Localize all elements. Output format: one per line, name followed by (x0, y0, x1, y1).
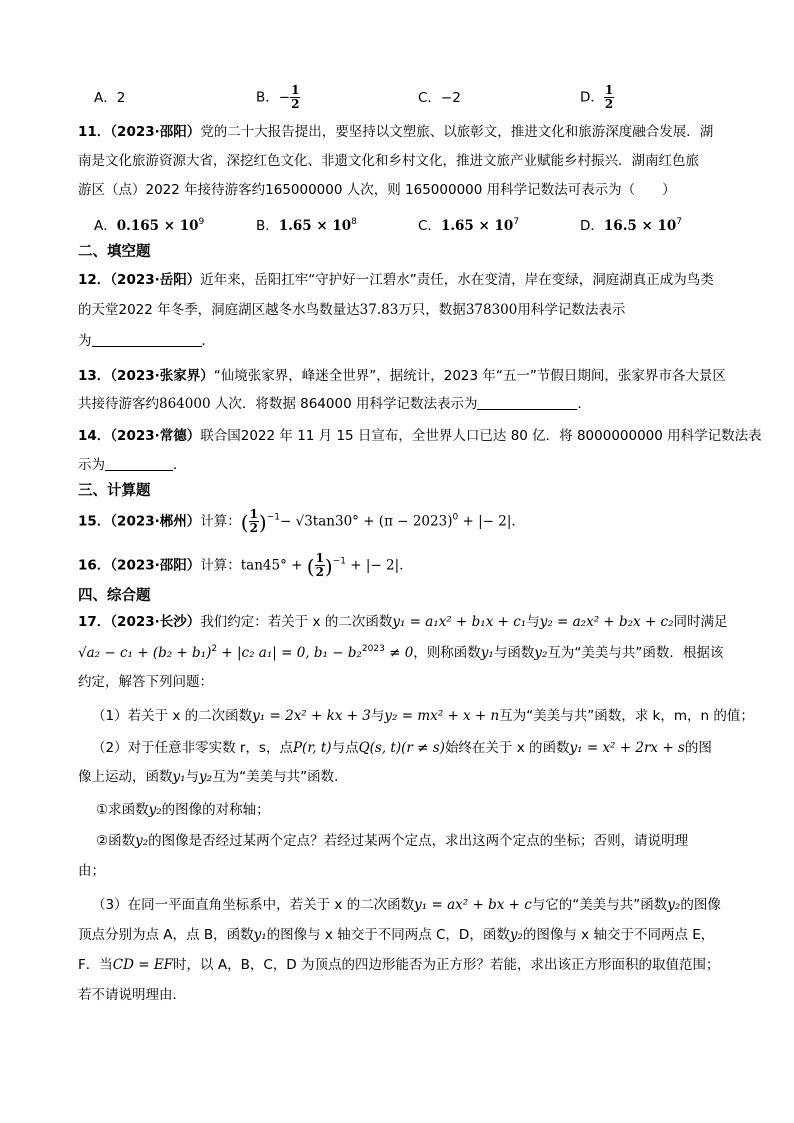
q14-line-1: 14．（2023·常德）联合国2022 年 11 月 15 日宣布，全世界人口已达 80 亿．将 8000000000 用科学记数法表 (78, 428, 762, 444)
q11-line-3: 游区（点）2022 年接待游客约165000000 人次，则 165000000 用科学记数法可表示为（ ） (78, 182, 676, 198)
q14-line-2: 示为 ． (78, 457, 187, 473)
q10-option-c: C．−2 (418, 90, 461, 106)
q17-part-3-line-4: 若不请说明理由． (78, 987, 186, 1003)
q12-line-1: 12．（2023·岳阳）近年来，岳阳扛牢“守护好一江碧水”责任，水在变清，岸在变绿，洞庭湖真正成为鸟类 (78, 272, 714, 288)
answer-blank[interactable] (105, 456, 173, 471)
q16-line: 16．（2023·邵阳）计算：tan45° + ( $\frac{1}{2}$ )$^{-1}$ + |− 2|． (78, 551, 413, 579)
q17-part-2-line-2: 像上运动，函数y₁与y₂互为“美美与共”函数． (78, 769, 348, 785)
q17-part-1: （1）若关于 x 的二次函数y₁ = 2x² + kx + 3与y₂ = mx² + x + n互为“美美与共”函数，求 k，m，n 的值； (92, 708, 754, 724)
q17-part-3-line-1: （3）在同一平面直角坐标系中，若关于 x 的二次函数y₁ = ax² + bx + c与它的“美美与共”函数y₂的图像 (92, 897, 721, 913)
q17-subpart-1: ①求函数y₂的图像的对称轴； (96, 802, 270, 818)
q15-line: 15．（2023·郴州）计算：( $\frac{1}{2}$ )$^{-1}- √3\tan 30^\circ + (\pi - 2023)^0$ + |− 2|． (78, 507, 525, 535)
q17-subpart-2-line-1: ②函数y₂的图像是否经过某两个定点？若经过某两个定点，求出这两个定点的坐标；否则，请说明理 (96, 833, 689, 849)
fraction-half: $\frac{1}{2}$ (291, 83, 300, 111)
q17-part-3-line-3: F．当CD = EF时，以 A，B，C，D 为顶点的四边形能否为正方形？若能，求出该正方形面积的取值范围； (78, 957, 720, 973)
answer-blank[interactable] (92, 332, 202, 347)
section-heading-fill-blank: 二、填空题 (78, 244, 151, 260)
q10-option-a: A．2 (94, 90, 126, 106)
section-heading-calculation: 三、计算题 (78, 483, 151, 499)
q17-line-2: $√a_2 - c_1 + (b_2 + b_1)^2 + |c_2$ a₁| = 0, b₁ − b₂$^{2023}$ ≠ 0，则称函数y₁与函数y₂互为“美美与共”函数．根据该 (78, 644, 724, 661)
q11-option-c: C．$1.65 \times 10^7$ (418, 217, 520, 234)
q17-subpart-2-line-2: 由； (78, 863, 105, 879)
fraction-half: $\frac{1}{2}$ (249, 507, 258, 535)
fraction-half: $\frac{1}{2}$ (315, 551, 324, 579)
q11-line-2: 南是文化旅游资源大省，深挖红色文化、非遗文化和乡村文化，推进文旅产业赋能乡村振兴．湖南红色旅 (78, 153, 699, 169)
q11-option-d: D．$16.5 \times 10^7$ (580, 217, 683, 234)
answer-blank[interactable] (477, 395, 577, 410)
q11-option-a: A．$0.165 \times 10^9$ (94, 217, 205, 234)
q11-line-1: 11．（2023·邵阳）党的二十大报告提出，要坚持以文塑旅、以旅彰文，推进文化和旅游深度融合发展．湖 (78, 124, 714, 140)
q10-option-d: D． $\frac{1}{2}$ (580, 83, 614, 111)
q17-line-3: 约定，解答下列问题： (78, 674, 213, 690)
q12-line-3: 为 ． (78, 333, 215, 349)
fraction-half: $\frac{1}{2}$ (604, 83, 614, 111)
q13-line-1: 13．（2023·张家界）“仙境张家界，峰迷全世界”，据统计，2023 年“五一”节假日期间，张家界市各大景区 (78, 368, 726, 384)
section-heading-comprehensive: 四、综合题 (78, 588, 151, 604)
q17-line-1: 17．（2023·长沙）我们约定：若关于 x 的二次函数y₁ = a₁x² + b₁x + c₁与y₂ = a₂x² + b₂x + c₂同时满足 (78, 614, 728, 630)
q17-part-3-line-2: 顶点分别为点 A，点 B，函数y₁的图像与 x 轴交于不同两点 C，D，函数y₂的图像与 x 轴交于不同两点 E， (78, 927, 715, 943)
q17-part-2-line-1: （2）对于任意非零实数 r，s，点P(r, t)与点Q(s, t)(r ≠ s)始终在关于 x 的函数y₁ = x² + 2rx + s的图 (92, 740, 712, 756)
q11-option-b: B．$1.65 \times 10^8$ (256, 217, 357, 234)
q12-line-2: 的天堂2022 年冬季，洞庭湖区越冬水鸟数量达37.83万只，数据378300用科学记数法表示 (78, 302, 626, 318)
q10-option-b: B．− $\frac{1}{2}$ (256, 83, 300, 111)
q13-line-2: 共接待游客约864000 人次．将数据 864000 用科学记数法表示为 ． (78, 396, 591, 412)
